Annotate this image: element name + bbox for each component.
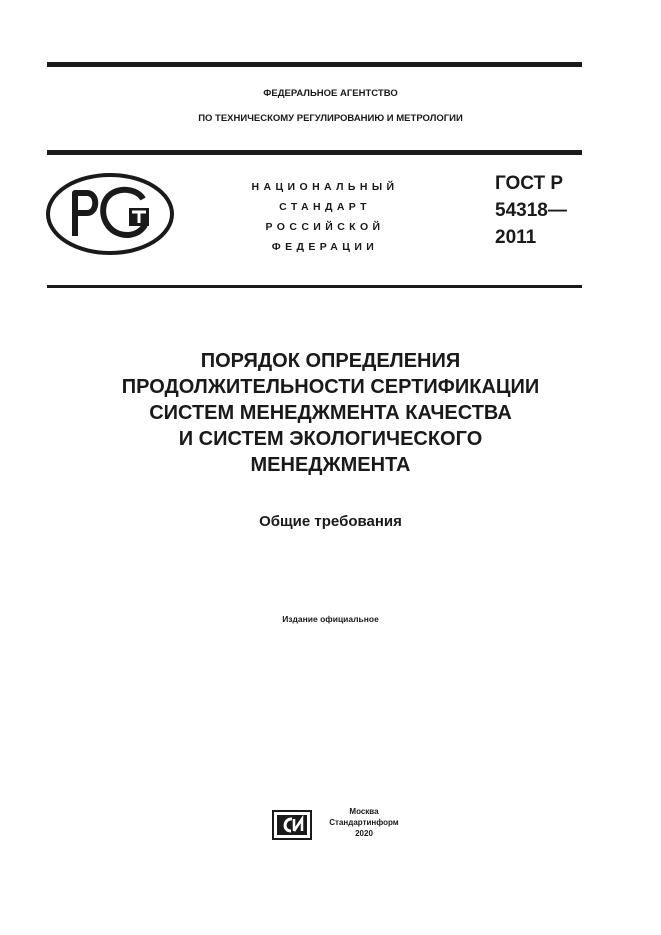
standard-number-line: ГОСТ Р [495, 173, 564, 194]
header-rule [47, 150, 582, 155]
national-standard-label [225, 177, 425, 257]
standard-number [495, 170, 567, 251]
agency-name-line-2: ПО ТЕХНИЧЕСКОМУ РЕГУЛИРОВАНИЮ И МЕТРОЛОГИИ [198, 113, 463, 124]
top-rule [47, 62, 582, 67]
publisher-name: Стандартинформ [329, 818, 399, 827]
title-line: ПРОДОЛЖИТЕЛЬНОСТИ СЕРТИФИКАЦИИ [121, 376, 540, 398]
publisher-year: 2020 [355, 829, 373, 838]
standard-type-line: СТАНДАРТ [279, 201, 371, 213]
title-line: СИСТЕМ МЕНЕДЖМЕНТА КАЧЕСТВА [149, 402, 512, 424]
standard-number-line: 54318— [495, 200, 567, 221]
document-title [0, 348, 661, 478]
standard-type-line: ФЕДЕРАЦИИ [271, 241, 379, 253]
document-subtitle: Общие требования [259, 513, 402, 530]
edition-label: Издание официальное [282, 614, 379, 624]
agency-name-line-1: ФЕДЕРАЛЬНОЕ АГЕНТСТВО [263, 88, 398, 99]
title-line: И СИСТЕМ ЭКОЛОГИЧЕСКОГО [178, 428, 483, 450]
standard-number-line: 2011 [495, 227, 537, 248]
publisher-block [272, 806, 412, 846]
standartinform-logo-icon [272, 810, 312, 840]
rst-emblem-icon [45, 172, 175, 256]
standard-type-line: РОССИЙСКОЙ [265, 221, 385, 233]
section-rule [47, 285, 582, 288]
title-line: ПОРЯДОК ОПРЕДЕЛЕНИЯ [200, 350, 461, 372]
publisher-text [318, 806, 410, 839]
publisher-city: Москва [349, 807, 379, 816]
standard-type-line: НАЦИОНАЛЬНЫЙ [251, 181, 399, 193]
title-line: МЕНЕДЖМЕНТА [250, 454, 411, 476]
